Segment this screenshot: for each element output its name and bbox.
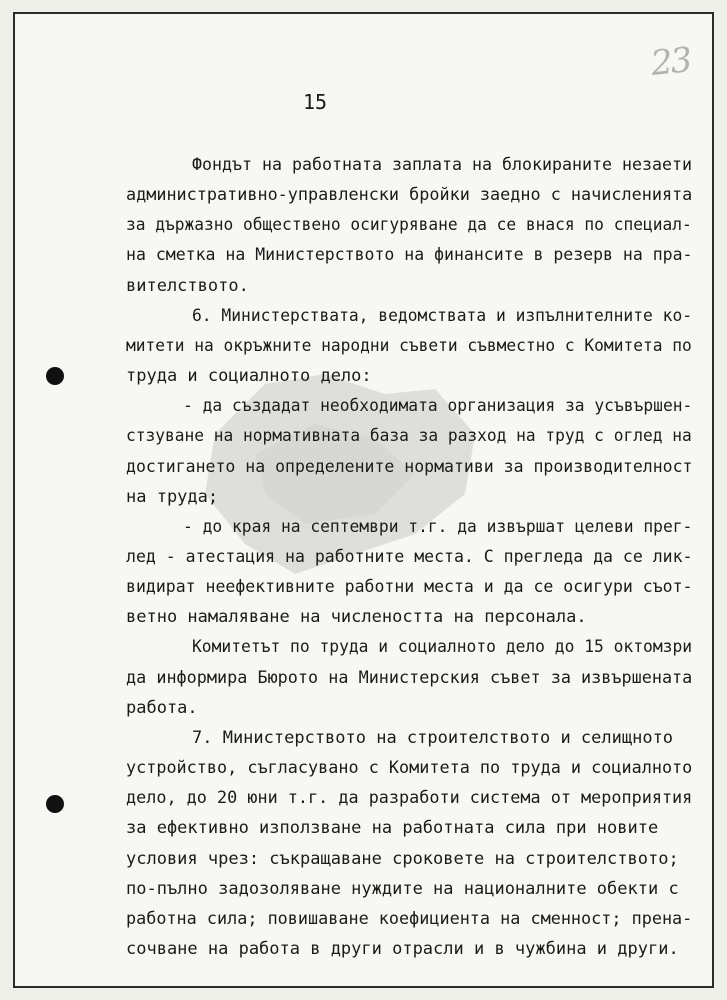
- text-line: по-пълно задозоляване нуждите на националните обекти с: [126, 879, 679, 899]
- punch-hole: [46, 367, 64, 385]
- text-line: сочване на работа в други отрасли и в чужбина и други.: [126, 939, 679, 959]
- text-line: административно-управленски бройки заедно с начисленията: [126, 185, 693, 205]
- handwritten-page-mark: 23: [648, 40, 692, 84]
- text-line: достигането на определените нормативи за производителност: [126, 457, 693, 477]
- text-line: Комитетът по труда и социалното дело до 15 октомзри: [192, 637, 693, 657]
- text-line: - да създадат необходимата организация за усъвършен-: [183, 396, 693, 416]
- text-line: ветно намаляване на числеността на персонала.: [126, 607, 587, 627]
- text-line: лед - атестация на работните места. С прегледа да се лик-: [126, 547, 693, 567]
- text-line: за държазно обществено осигуряване да се внася по специал-: [126, 215, 692, 235]
- text-line: Фондът на работната заплата на блокираните незаети: [192, 155, 692, 175]
- text-line: вителството.: [126, 276, 249, 296]
- text-line: стзуване на нормативната база за разход на труд с оглед на: [126, 426, 692, 446]
- text-line: работа.: [126, 698, 198, 718]
- text-line: устройство, съгласувано с Комитета по труда и социалното: [126, 758, 693, 778]
- text-line: работна сила; повишаване коефициента на сменност; прена-: [126, 909, 693, 929]
- text-line: - до края на септември т.г. да извършат целеви прег-: [183, 517, 693, 537]
- punch-hole: [46, 795, 64, 813]
- text-line: на труда;: [126, 487, 219, 507]
- text-line: на сметка на Министерството на финансите в резерв на пра-: [126, 245, 693, 265]
- text-line: видират неефективните работни места и да се осигури съот-: [126, 577, 693, 597]
- text-line: труда и социалното дело:: [126, 366, 372, 386]
- document-page: [13, 12, 714, 988]
- text-line: 7. Министерството на строителството и селищното: [192, 728, 674, 748]
- text-line: да информира Бюрото на Министерския съвет за извършената: [126, 668, 693, 688]
- text-line: митети на окръжните народни съвети съвместно с Комитета по: [126, 336, 692, 356]
- text-line: условия чрез: съкращаване сроковете на строителството;: [126, 849, 679, 869]
- text-line: за ефективно използване на работната сила при новите: [126, 818, 659, 838]
- text-line: 6. Министерствата, ведомствата и изпълнителните ко-: [192, 306, 693, 326]
- text-line: дело, до 20 юни т.г. да разработи система от мероприятия: [126, 788, 693, 808]
- page-number: 15: [303, 90, 328, 114]
